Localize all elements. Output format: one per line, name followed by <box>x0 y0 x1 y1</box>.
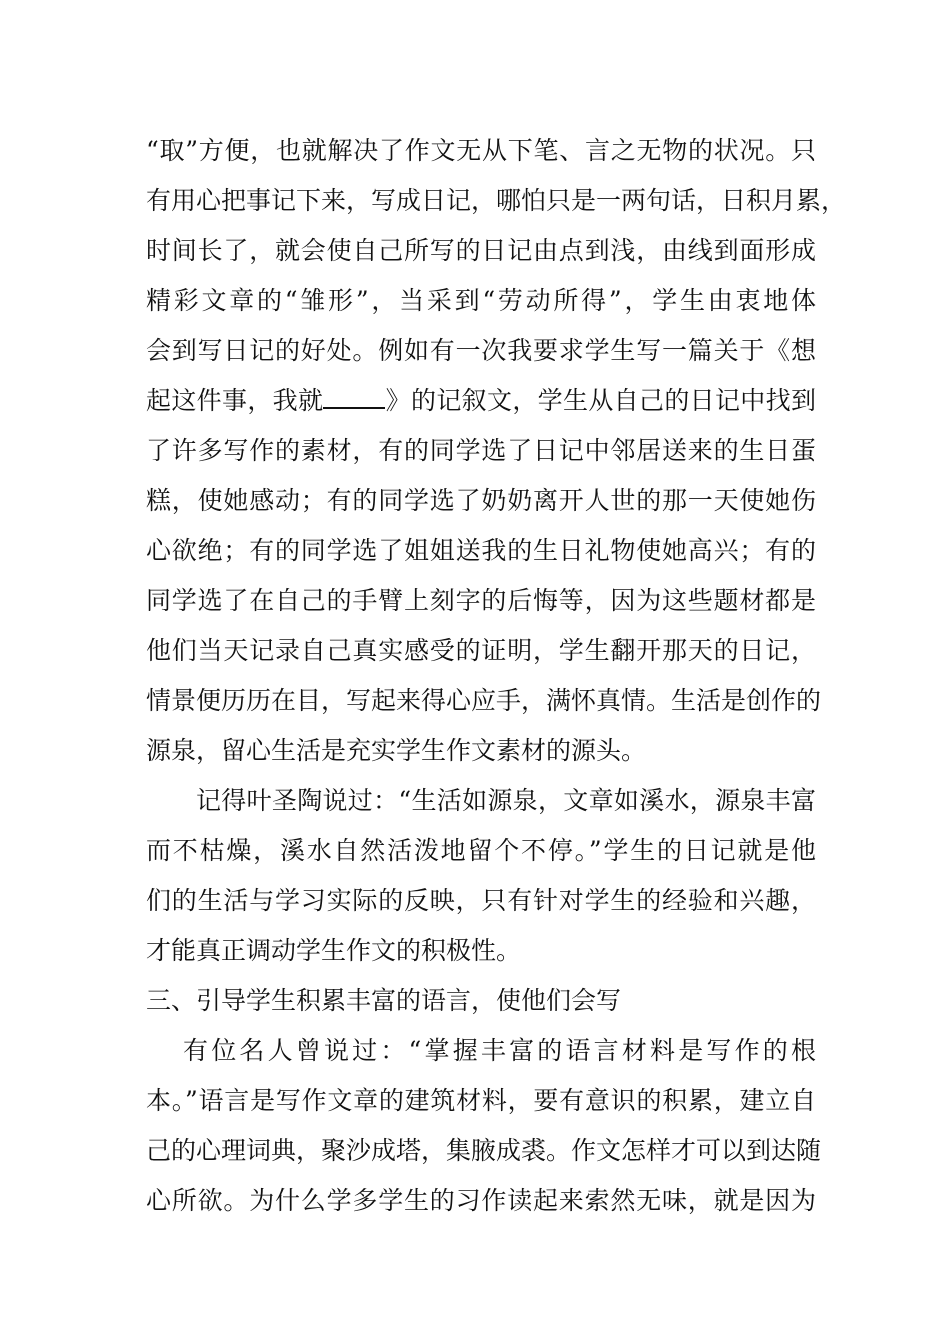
text-line: 精彩文章的“雏形”，当采到“劳动所得”，学生由衷地体 <box>146 286 816 315</box>
text-segment: 》的记叙文，学生从自己的日记中找到 <box>385 386 816 415</box>
text-line: 而不枯燥，溪水自然活泼地留个不停。”学生的日记就是他 <box>146 836 816 865</box>
text-line: 会到写日记的好处。例如有一次我要求学生写一篇关于《想 <box>146 336 816 365</box>
text-line: 本。”语言是写作文章的建筑材料，要有意识的积累，建立自 <box>146 1086 816 1115</box>
text-line: 糕，使她感动；有的同学选了奶奶离开人世的那一天使她伤 <box>146 486 816 515</box>
text-line: 才能真正调动学生作文的积极性。 <box>146 936 522 965</box>
text-line: 了许多写作的素材，有的同学选了日记中邻居送来的生日蛋 <box>146 436 816 465</box>
text-line: 源泉，留心生活是充实学生作文素材的源头。 <box>146 736 647 765</box>
text-line: 同学选了在自己的手臂上刻字的后悔等，因为这些题材都是 <box>146 586 816 615</box>
paragraph-start-line: 有位名人曾说过：“掌握丰富的语言材料是写作的根 <box>183 1036 816 1065</box>
section-heading: 三、引导学生积累丰富的语言，使他们会写 <box>146 986 622 1015</box>
paragraph-start-line: 记得叶圣陶说过：“生活如源泉，文章如溪水，源泉丰富 <box>196 786 816 815</box>
text-line: “取”方便，也就解决了作文无从下笔、言之无物的状况。只 <box>146 136 816 165</box>
text-line: 他们当天记录自己真实感受的证明，学生翻开那天的日记， <box>146 636 816 665</box>
text-line: 心所欲。为什么学多学生的习作读起来索然无味，就是因为 <box>146 1186 816 1215</box>
text-line: 情景便历历在目，写起来得心应手，满怀真情。生活是创作的 <box>146 686 822 715</box>
text-line: 时间长了，就会使自己所写的日记由点到浅，由线到面形成 <box>146 236 816 265</box>
text-segment: 起这件事，我就 <box>146 386 324 415</box>
text-line: 有用心把事记下来，写成日记，哪怕只是一两句话，日积月累， <box>146 186 847 215</box>
fill-in-blank <box>323 385 385 409</box>
text-line: 们的生活与学习实际的反映，只有针对学生的经验和兴趣， <box>146 886 816 915</box>
text-line-with-blank <box>146 376 816 426</box>
text-line: 己的心理词典，聚沙成塔，集腋成裘。作文怎样才可以到达随 <box>146 1136 822 1165</box>
text-line: 心欲绝；有的同学选了姐姐送我的生日礼物使她高兴；有的 <box>146 536 816 565</box>
